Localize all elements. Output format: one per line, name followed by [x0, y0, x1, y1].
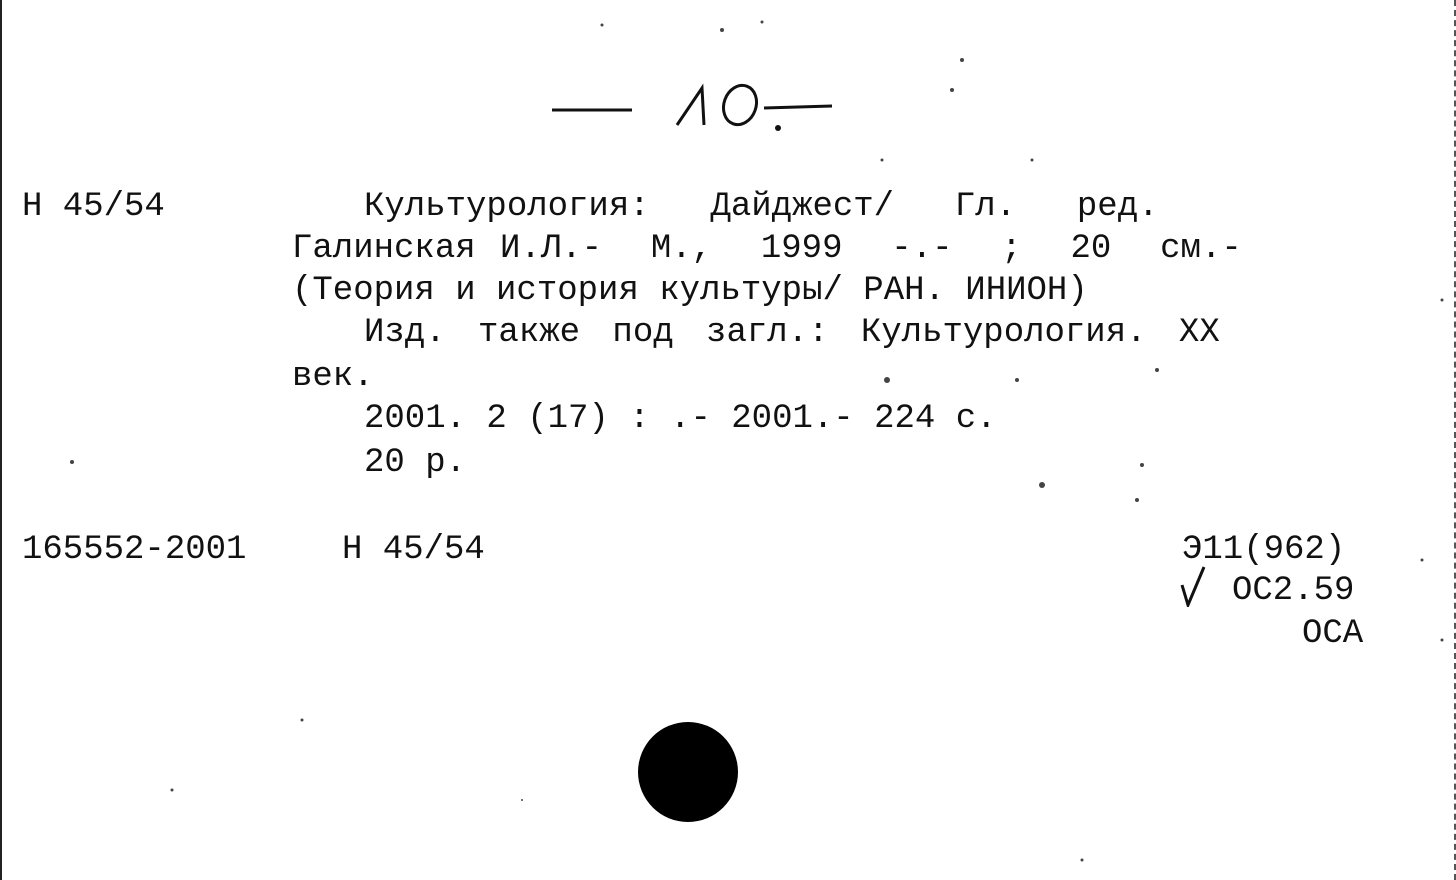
alt-title-line: Изд. также под загл.: Культурология. XX	[364, 314, 1220, 352]
handwritten-card-number	[542, 70, 842, 140]
check-mark-icon	[1178, 565, 1208, 607]
classification-code-3: ОСА	[1302, 615, 1364, 653]
series-line: (Теория и история культуры/ РАН. ИНИОН)	[292, 272, 1088, 310]
author-line: Галинская И.Л.- М., 1999 -.- ; 20 см.-	[292, 230, 1242, 268]
inventory-number: 165552-2001	[22, 531, 247, 569]
price-line: 20 р.	[364, 444, 467, 482]
shelf-mark: Н 45/54	[22, 188, 165, 226]
classification-code-2: ОС2.59	[1232, 572, 1355, 610]
punch-hole	[638, 722, 738, 822]
issue-line: 2001. 2 (17) : .- 2001.- 224 с.	[364, 400, 997, 438]
alt-title-line-2: век.	[292, 358, 374, 396]
shelf-mark-bottom: Н 45/54	[342, 531, 485, 569]
title-line: Культурология: Дайджест/ Гл. ред.	[364, 188, 1159, 226]
classification-code: Э11(962)	[1182, 531, 1346, 569]
